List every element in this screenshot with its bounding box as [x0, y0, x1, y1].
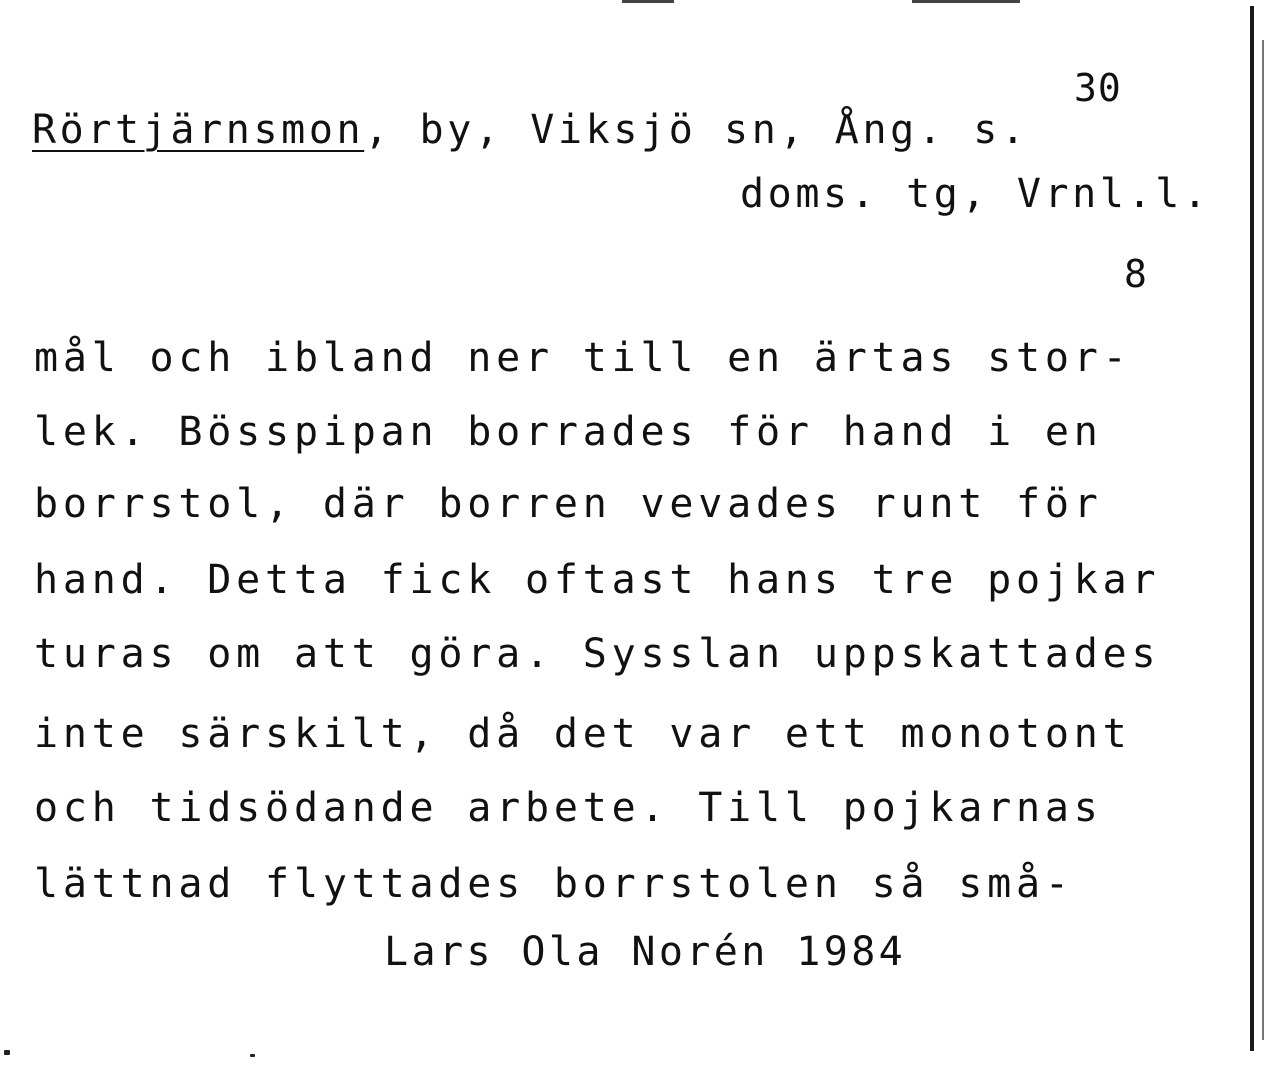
body-line: hand. Detta fick oftast hans tre pojkar	[34, 557, 1161, 603]
place-name: Rörtjärnsmon	[32, 107, 365, 153]
body-line: inte särskilt, då det var ett monotont	[34, 711, 1132, 757]
card-right-edge-shadow	[1262, 40, 1264, 1040]
body-line: lek. Bösspipan borrades för hand i en	[34, 409, 1103, 455]
top-edge-mark	[622, 0, 674, 3]
top-edge-mark	[912, 0, 1020, 3]
card-number: 8	[1124, 252, 1148, 296]
card-right-edge	[1250, 6, 1254, 1051]
body-line: turas om att göra. Sysslan uppskattades	[34, 631, 1161, 677]
body-line: och tidsödande arbete. Till pojkarnas	[34, 785, 1103, 831]
heading-rest: , by, Viksjö sn, Ång. s.	[364, 107, 1029, 153]
body-line: borrstol, där borren vevades runt för	[34, 481, 1103, 527]
heading-line-1	[32, 108, 1029, 152]
scan-speck	[4, 1050, 10, 1055]
signature-line: Lars Ola Norén 1984	[384, 929, 907, 975]
body-line: mål och ibland ner till en ärtas stor-	[34, 335, 1132, 381]
scan-speck	[250, 1054, 255, 1057]
body-line: lättnad flyttades borrstolen så små-	[34, 861, 1074, 907]
heading-line-2: doms. tg, Vrnl.l.	[740, 171, 1211, 217]
page-number: 30	[1074, 66, 1122, 110]
